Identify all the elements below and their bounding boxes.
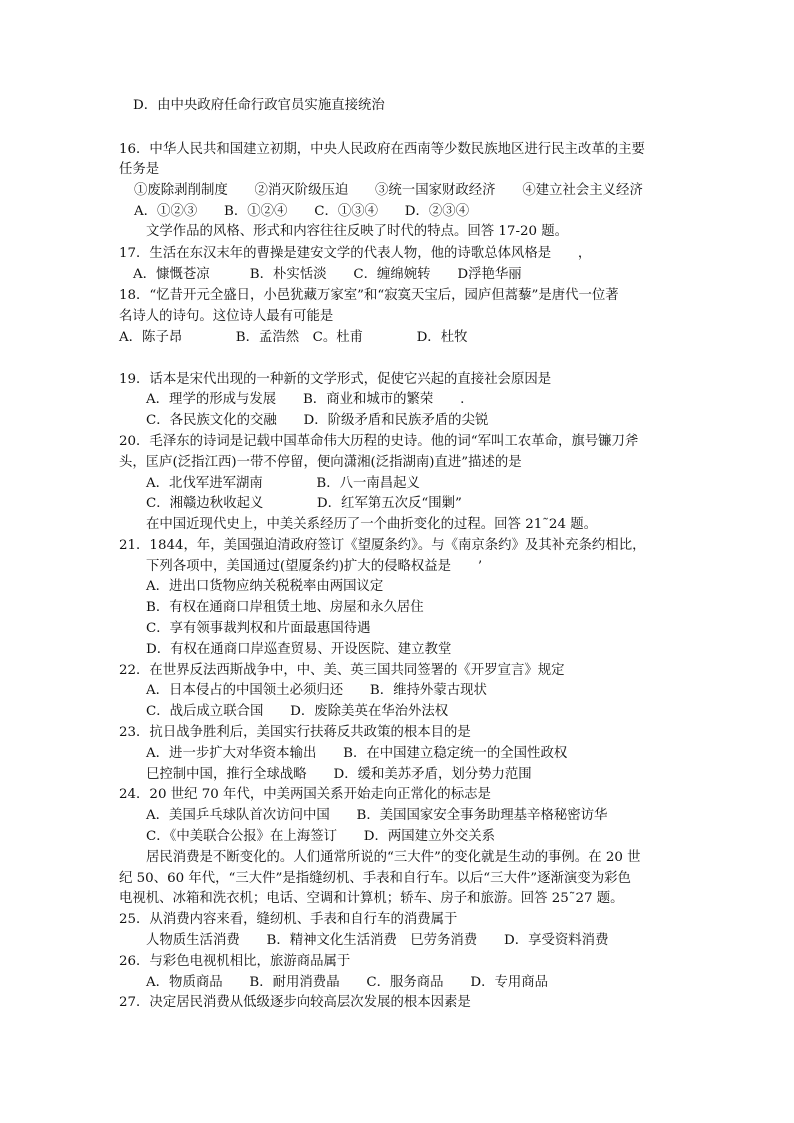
text-line: C．湘赣边秋收起义 D．红军第五次反“围剿” [146, 496, 462, 511]
text-line: 巳控制中国，推行全球战略 D．缓和美苏矛盾，划分势力范围 [146, 767, 532, 782]
text-line: 居民消费是不断变化的。人们通常所说的“三大件”的变化就是生动的事例。在 20 世 [146, 850, 641, 865]
text-line: 27．决定居民消费从低级逐步向较高层次发展的根本因素是 [119, 995, 471, 1010]
text-line: C．享有领事裁判权和片面最惠国待遇 [146, 621, 371, 636]
text-line: 16．中华人民共和国建立初期，中央人民政府在西南等少数民族地区进行民主改革的主要 [119, 142, 645, 157]
text-line: A．理学的形成与发展 B．商业和城市的繁荣 . [146, 392, 465, 407]
text-line: 任务是 [119, 162, 160, 177]
text-line: D．由中央政府任命行政官员实施直接统治 [133, 98, 385, 113]
text-line: 26．与彩色电视机相比，旅游商品属于 [119, 954, 351, 969]
text-line: 23．抗日战争胜利后，美国实行扶蒋反共政策的根本目的是 [119, 725, 471, 740]
text-line: 22．在世界反法西斯战争中，中、美、英三国共同签署的《开罗宣言》规定 [119, 663, 565, 678]
text-line: 下列各项中，美国通过(望厦条约)扩大的侵略权益是 ’ [146, 559, 483, 574]
text-line: B．有权在通商口岸租赁土地、房屋和永久居住 [146, 600, 424, 615]
text-line: 纪 50、60 年代，“三大件”是指缝纫机、手表和自行车。以后“三大件”逐渐演变为彩色 [119, 871, 631, 886]
text-line: 17．生活在东汉末年的曹操是建安文学的代表人物，他的诗歌总体风格是 ， [119, 246, 592, 261]
text-line: 名诗人的诗句。这位诗人最有可能是 [119, 309, 334, 324]
text-line: A．美国乒乓球队首次访问中国 B．美国国家安全事务助理基辛格秘密访华 [146, 808, 608, 823]
text-line: A．日本侵占的中国领土必须归还 B．维持外蒙古现状 [146, 683, 487, 698]
text-line: 21．1844，年，美国强迫清政府签订《望厦条约》。与《南京条约》及其补充条约相比， [119, 538, 646, 553]
text-line: 头，匡庐(泛指江西)一带不停留，便向潇湘(泛指湖南)直进”描述的是 [119, 455, 522, 470]
text-line: A．北伐军进军湖南 B．八一南昌起义 [146, 476, 420, 491]
text-line: A．①②③ B．①②④ C．①③④ D．②③④ [134, 204, 470, 219]
text-line: C．各民族文化的交融 D．阶级矛盾和民族矛盾的尖锐 [146, 413, 489, 428]
text-line: ①废除剥削制度 ②消灭阶级压迫 ③统一国家财政经济 ④建立社会主义经济 [134, 183, 643, 198]
text-line: 20．毛泽东的诗词是记载中国革命伟大历程的史诗。他的词“军叫工农革命，旗号镰刀斧 [119, 434, 639, 449]
text-line: 人物质生活消费 B．精神文化生活消费 巳劳务消费 D．享受资料消费 [146, 933, 609, 948]
text-line: 24．20 世纪 70 年代，中美两国关系开始走向正常化的标志是 [119, 787, 491, 802]
text-line: 在中国近现代史上，中美关系经历了一个曲折变化的过程。回答 21˜24 题。 [146, 517, 598, 532]
text-line: A．进一步扩大对华资本输出 B．在中国建立稳定统一的全国性政权 [146, 746, 568, 761]
text-line: 18．“忆昔开元全盛日，小邑犹藏万家室”和“寂寞天宝后，园庐但蒿藜”是唐代一位著 [119, 288, 619, 303]
text-line: C．《中美联合公报》在上海签订 D．两国建立外交关系 [146, 829, 496, 844]
text-line: 25．从消费内容来看，缝纫机、手表和自行车的消费属于 [119, 912, 458, 927]
text-line: A．进出口货物应纳关税税率由两国议定 [146, 579, 384, 594]
text-line: A．陈子昂 B．孟浩然 C。杜甫 D．杜牧 [119, 330, 468, 345]
text-line: A．物质商品 B．耐用消费晶 C．服务商品 D．专用商品 [146, 975, 549, 990]
text-line: 19．话本是宋代出现的一种新的文学形式，促使它兴起的直接社会原因是 [119, 372, 552, 387]
text-line: C．战后成立联合国 D．废除美英在华治外法权 [146, 704, 449, 719]
text-line: D．有权在通商口岸巡查贸易、开设医院、建立教堂 [146, 642, 452, 657]
text-line: 文学作品的风格、形式和内容往往反映了时代的特点。回答 17-20 题。 [146, 224, 569, 239]
text-line: A．慷慨苍凉 B．朴实恬淡 C．缠绵婉转 D浮艳华丽 [133, 267, 522, 282]
text-line: 电视机、冰箱和洗衣机；电话、空调和计算机；轿车、房子和旅游。回答 25˜27 题。 [119, 891, 624, 906]
